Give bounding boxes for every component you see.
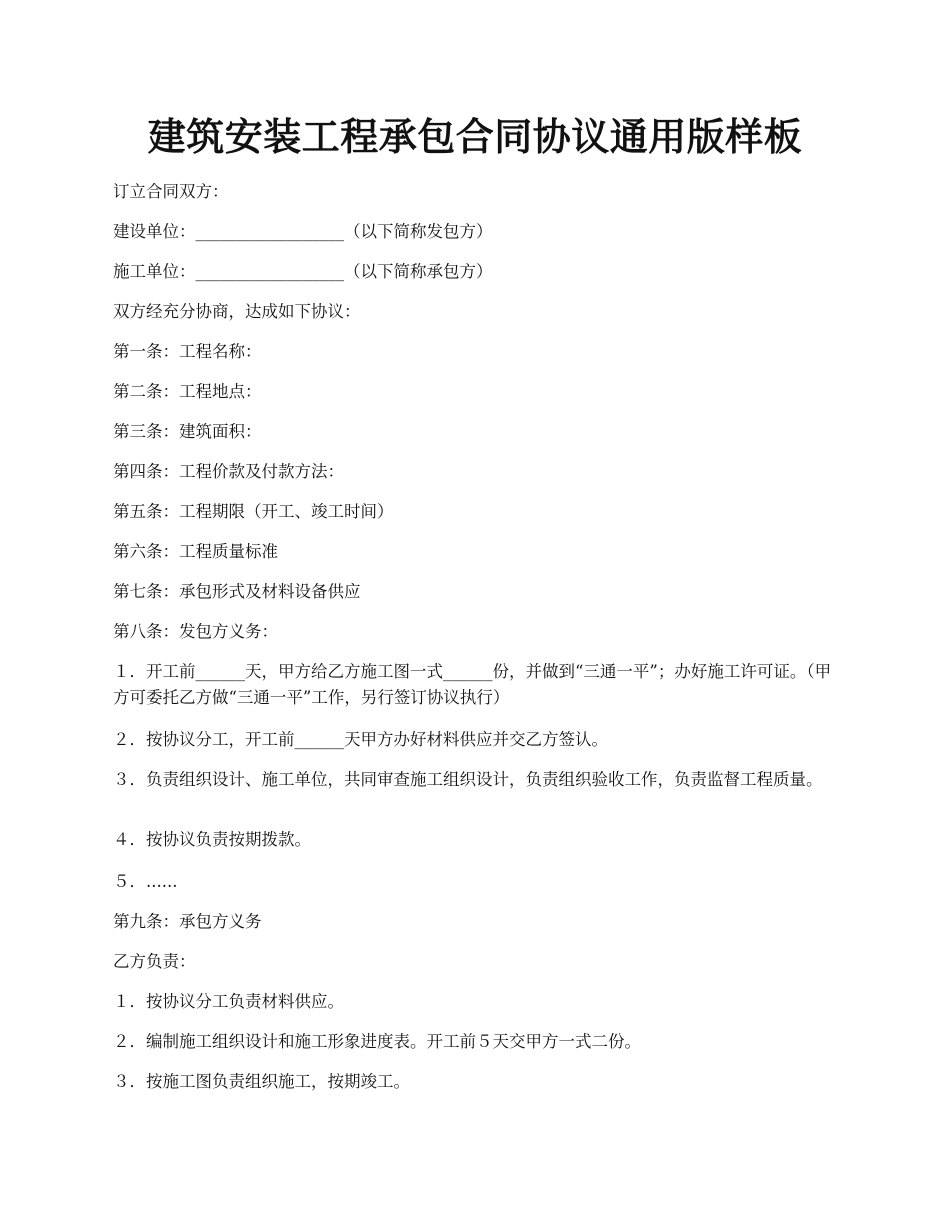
article-3: 第三条：建筑面积： [113, 422, 262, 441]
article-6: 第六条：工程质量标准 [113, 542, 278, 561]
contractor-responsibility-heading: 乙方负责： [113, 952, 196, 971]
employer-duty-5: ５．...... [113, 872, 178, 891]
article-5: 第五条：工程期限（开工、竣工时间） [113, 502, 394, 521]
employer-duty-4: ４．按协议负责按期拨款。 [113, 830, 311, 849]
article-7: 第七条：承包形式及材料设备供应 [113, 582, 361, 601]
employer-duty-3: ３．负责组织设计、施工单位，共同审查施工组织设计，负责组织验收工作，负责监督工程质量。 [113, 770, 823, 789]
article-8: 第八条：发包方义务： [113, 622, 278, 641]
contractor-duty-3: ３．按施工图负责组织施工，按期竣工。 [113, 1072, 410, 1091]
contractor-duty-1: １．按协议分工负责材料供应。 [113, 992, 344, 1011]
contractor-line: 施工单位：__________________（以下简称承包方） [113, 262, 493, 281]
employer-line: 建设单位：__________________（以下简称发包方） [113, 222, 493, 241]
article-4: 第四条：工程价款及付款方法： [113, 462, 344, 481]
agreement-intro: 双方经充分协商，达成如下协议： [113, 302, 361, 321]
article-9: 第九条：承包方义务 [113, 912, 262, 931]
document-title: 建筑安装工程承包合同协议通用版样板 [147, 114, 803, 159]
contractor-duty-2: ２．编制施工组织设计和施工形象进度表。开工前５天交甲方一式二份。 [113, 1032, 641, 1051]
article-1: 第一条：工程名称： [113, 342, 262, 361]
employer-duty-2: ２．按协议分工，开工前______天甲方办好材料供应并交乙方签认。 [113, 730, 608, 749]
article-2: 第二条：工程地点： [113, 382, 262, 401]
contract-parties-heading: 订立合同双方： [113, 182, 229, 201]
employer-duty-1: １．开工前______天，甲方给乙方施工图一式______份，并做到“三通一平”；办好施工许可证。（甲方可委托乙方做“三通一平”工作，另行签订协议执行） [113, 662, 832, 707]
